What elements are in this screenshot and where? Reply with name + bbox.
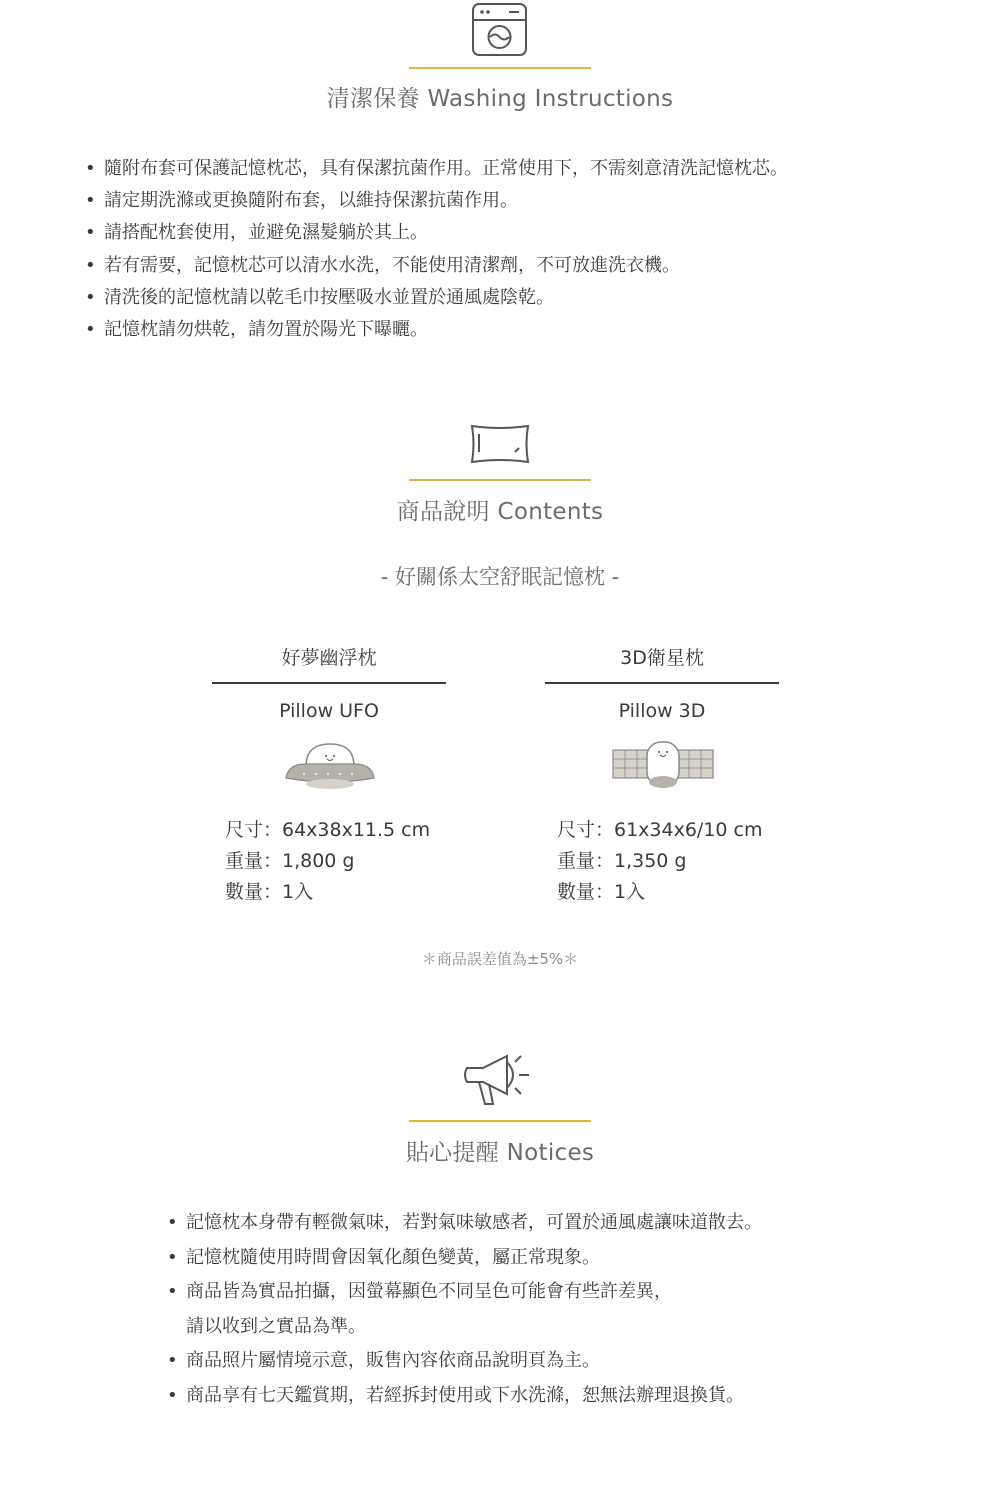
product-quantity: 數量：1入 [225, 881, 314, 903]
product-name-en: Pillow 3D [618, 700, 706, 722]
product-name-zh: 3D衛星枕 [620, 647, 704, 669]
product-ufo-specs [225, 815, 430, 908]
product-3d [545, 643, 779, 726]
list-item: • 商品皆為實品拍攝，因螢幕顯色不同呈色可能會有些許差異， [167, 1281, 672, 1303]
list-item: • 清洗後的記憶枕請以乾毛巾按壓吸水並置於通風處陰乾。 [85, 286, 554, 308]
product-name-zh: 好夢幽浮枕 [281, 647, 377, 669]
product-weight: 重量：1,800 g [225, 850, 355, 872]
product-3d-specs [557, 815, 763, 908]
notices-title: 貼心提醒 Notices [405, 1140, 595, 1166]
megaphone-icon [0, 1052, 1000, 1112]
product-weight: 重量：1,350 g [557, 850, 687, 872]
product-quantity: 數量：1入 [557, 881, 646, 903]
contents-title: 商品說明 Contents [396, 499, 604, 525]
list-item: • 記憶枕請勿烘乾，請勿置於陽光下曝曬。 [85, 319, 428, 341]
product-divider [545, 682, 779, 684]
list-item: • 隨附布套可保護記憶枕芯，具有保潔抗菌作用。正常使用下，不需刻意清洗記憶枕芯。 [85, 158, 788, 179]
list-item: • 商品享有七天鑑賞期，若經拆封使用或下水洗滌，恕無法辦理退換貨。 [167, 1384, 744, 1406]
product-size: 尺寸：64x38x11.5 cm [225, 819, 431, 841]
list-item: • 若有需要，記憶枕芯可以清水水洗，不能使用清潔劑，不可放進洗衣機。 [85, 254, 680, 276]
washing-title: 清潔保養 Washing Instructions [326, 86, 674, 112]
section-divider [409, 67, 591, 69]
satellite-pillow-icon [611, 738, 715, 796]
product-ufo [212, 643, 446, 726]
washing-list [85, 153, 788, 346]
list-item: • 請定期洗滌或更換隨附布套，以維持保潔抗菌作用。 [85, 190, 518, 212]
list-item-continuation: 請以收到之實品為準。 [186, 1315, 366, 1337]
list-item: • 記憶枕隨使用時間會因氧化顏色變黃，屬正常現象。 [167, 1246, 600, 1268]
pillow-icon [0, 422, 1000, 466]
washing-machine-icon [0, 2, 1000, 58]
product-name-en: Pillow UFO [279, 700, 379, 722]
list-item: • 請搭配枕套使用，並避免濕髮躺於其上。 [85, 222, 428, 244]
ufo-pillow-icon [282, 738, 378, 796]
product-subtitle: - 好關係太空舒眠記憶枕 - [380, 565, 620, 589]
product-divider [212, 682, 446, 684]
section-divider [409, 479, 591, 481]
list-item: • 記憶枕本身帶有輕微氣味，若對氣味敏感者，可置於通風處讓味道散去。 [167, 1212, 762, 1233]
section-divider [409, 1120, 591, 1122]
notices-list [167, 1206, 762, 1414]
list-item: • 商品照片屬情境示意，販售內容依商品說明頁為主。 [167, 1350, 600, 1372]
tolerance-note: ＊商品誤差值為±5%＊ [421, 950, 579, 968]
product-size: 尺寸：61x34x6/10 cm [557, 819, 763, 841]
